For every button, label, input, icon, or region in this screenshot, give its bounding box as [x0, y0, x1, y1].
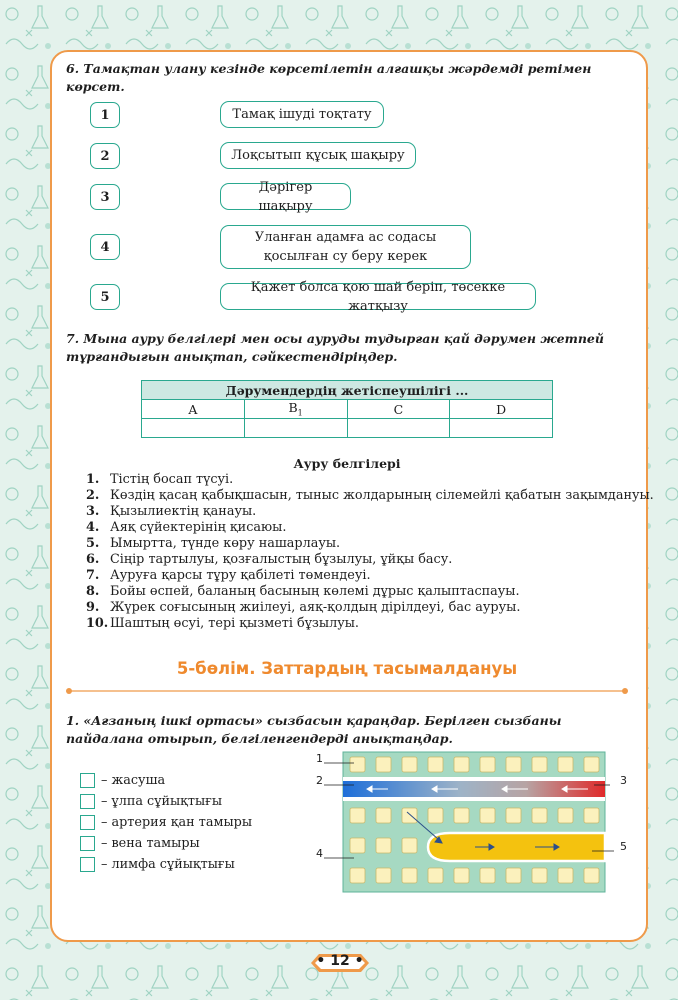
answer-checkbox[interactable]	[80, 815, 95, 830]
q6-title: 6. Тамақтан улану кезінде көрсетілетін алғашқы жәрдемді ретімен көрсет.	[66, 61, 592, 94]
option-label: – лимфа сұйықтығы	[101, 857, 235, 872]
label-3: 3	[620, 774, 627, 787]
step-call-doctor: Дәрігер шақыру	[220, 183, 351, 210]
answer-cell-b[interactable]	[244, 419, 347, 438]
label-5: 5	[620, 840, 627, 853]
q7-title: 7. Мына ауру белгілері мен осы ауруды тудырған қай дәрумен жетпей тұрғандығын анықтап, сәйкестендіріңдер.	[66, 331, 604, 364]
step-number-3: 3	[90, 184, 120, 210]
answer-options	[80, 770, 252, 875]
label-4: 4	[316, 847, 323, 860]
label-2: 2	[316, 774, 323, 787]
label-1: 1	[316, 752, 323, 765]
section-title: 5-бөлім. Заттардың тасымалдануы	[176, 659, 518, 678]
column-c: C	[347, 400, 450, 419]
answer-checkbox[interactable]	[80, 836, 95, 851]
step-induce-vomiting: Лоқсытып құсық шақыру	[220, 142, 416, 169]
step-number-1: 1	[90, 102, 120, 128]
list-item: 1. Тістің босап түсуі.	[86, 472, 234, 487]
list-item: 4. Аяқ сүйектерінің қисаюы.	[86, 520, 287, 535]
internal-environment-diagram	[310, 748, 640, 898]
option-label: – артерия қан тамыры	[101, 815, 253, 830]
answer-checkbox[interactable]	[80, 857, 95, 872]
option-label: – вена тамыры	[101, 836, 200, 851]
list-item: 9. Жүрек соғысының жиілеуі, аяқ-қолдың дірілдеуі, бас ауруы.	[86, 600, 521, 615]
list-item: 8. Бойы өспей, баланың басының көлемі дұрыс қалыптаспауы.	[86, 584, 520, 599]
step-number-4: 4	[90, 234, 120, 260]
step-stop-eating: Тамақ ішуді тоқтату	[220, 101, 384, 128]
list-item: 6. Сіңір тартылуы, қозғалыстың бұзылуы, ұйқы басу.	[86, 552, 453, 567]
list-item: 5. Ымыртта, түнде көру нашарлауы.	[86, 536, 341, 551]
lymph-vessel	[428, 833, 605, 861]
section-divider	[64, 686, 630, 696]
step-give-soda-water: Уланған адамға ас содасы қосылған су беру керек	[220, 225, 471, 269]
answer-cell-d[interactable]	[450, 419, 553, 438]
step-give-tea-rest: Қажет болса қою шай беріп, төсекке жатқызу	[220, 283, 536, 310]
option-row	[80, 854, 252, 875]
step-number-2: 2	[90, 143, 120, 169]
option-row	[80, 812, 252, 833]
column-a: A	[142, 400, 245, 419]
symptoms-title: Ауру белгілері	[293, 456, 401, 471]
list-item: 10. Шаштың өсуі, тері қызметі бұзылуы.	[86, 616, 359, 631]
option-label: – ұлпа сұйықтығы	[101, 794, 223, 809]
answer-checkbox[interactable]	[80, 794, 95, 809]
answer-checkbox[interactable]	[80, 773, 95, 788]
list-item: 2. Көздің қасаң қабықшасын, тыныс жолдарының сілемейлі қабатын зақымдануы.	[86, 488, 654, 503]
option-label: – жасуша	[101, 773, 166, 788]
option-row	[80, 791, 252, 812]
column-d: D	[450, 400, 553, 419]
list-item: 7. Ауруға қарсы тұру қабілеті төмендеуі.	[86, 568, 371, 583]
answer-cell-c[interactable]	[347, 419, 450, 438]
column-b: $B_1$	[244, 400, 347, 419]
option-row	[80, 833, 252, 854]
vitamin-table	[141, 380, 553, 438]
q1-title: 1. «Ағзаның ішкі ортасы» сызбасын қараңдар. Берілген сызбаны пайдалана отырып, белгіленгендерді анықтаңдар.	[66, 713, 562, 746]
option-row	[80, 770, 252, 791]
step-number-5: 5	[90, 284, 120, 310]
symptoms-list	[86, 472, 654, 632]
page-number: • 12 •	[316, 953, 364, 969]
list-item: 3. Қызылиектің қанауы.	[86, 504, 257, 519]
answer-cell-a[interactable]	[142, 419, 245, 438]
vitamin-table-header: Дәрумендердің жетіспеушілігі ...	[142, 381, 553, 400]
